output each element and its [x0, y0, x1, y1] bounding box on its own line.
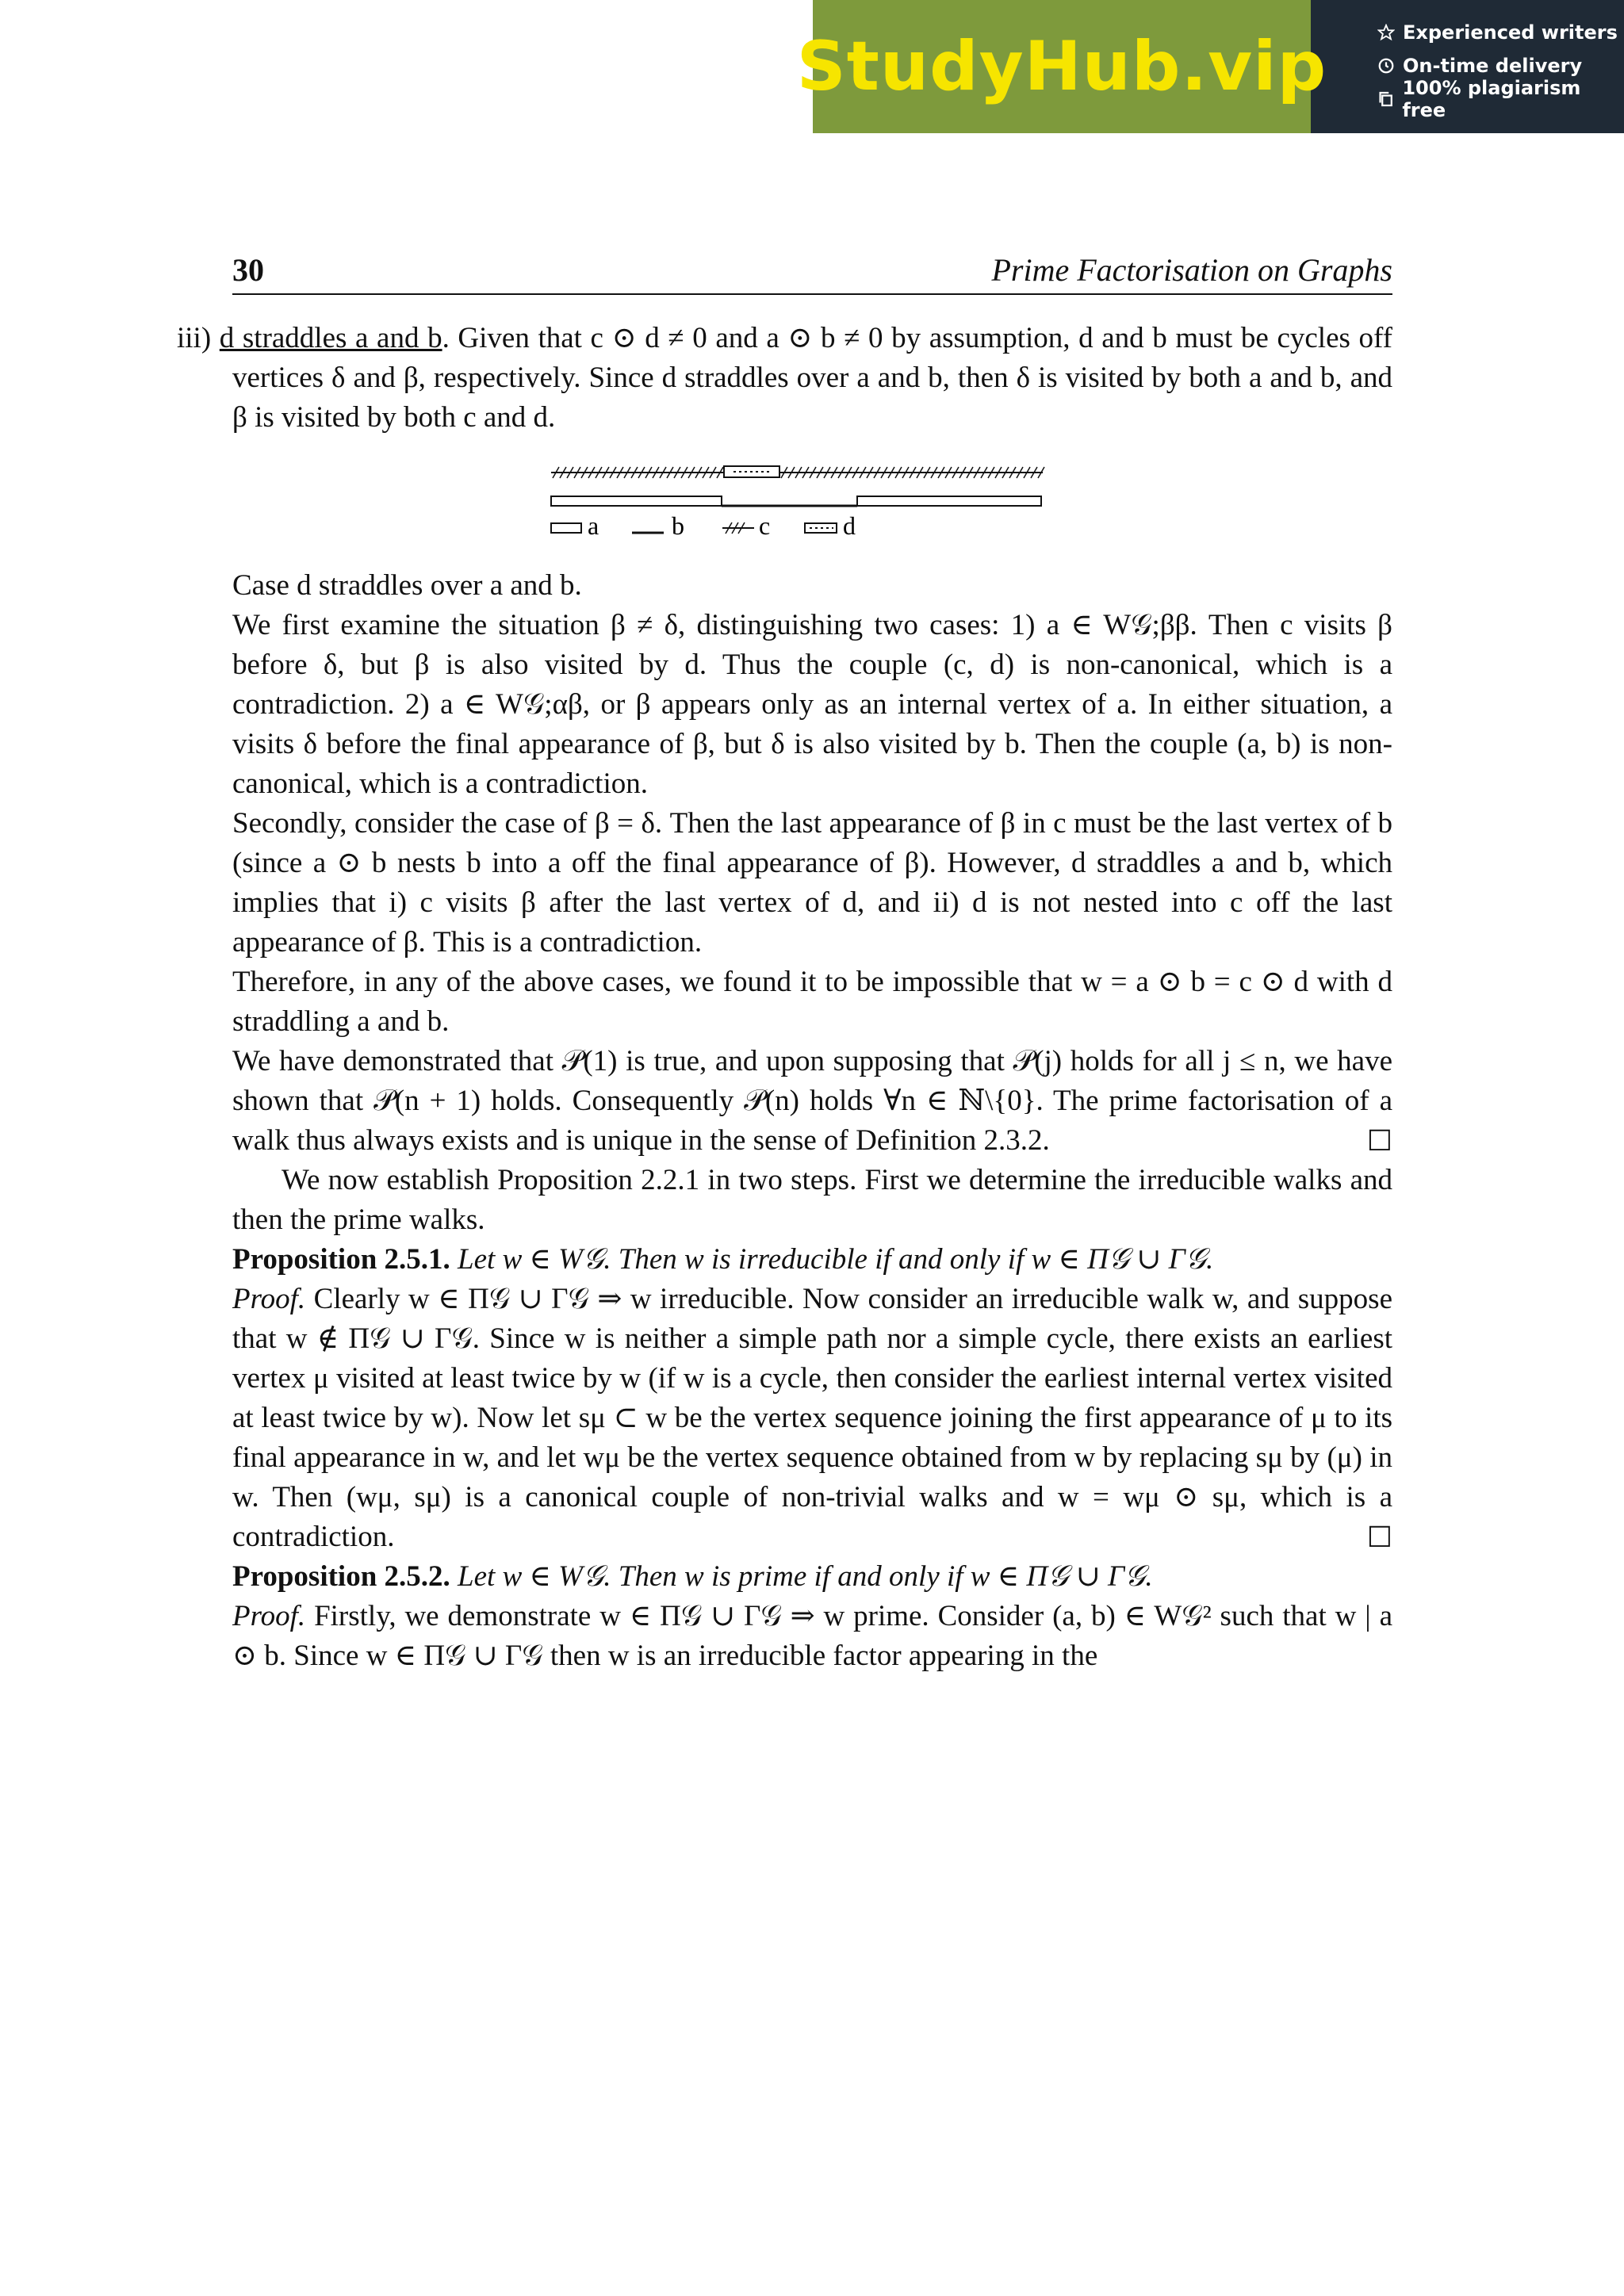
paragraph: We now establish Proposition 2.2.1 in two steps. First we determine the irreducible walks and then the prime walks. — [232, 1164, 1392, 1236]
proposition-2-5-2 — [232, 1557, 1392, 1597]
proposition-statement: Let w ∈ W𝒢. Then w is prime if and only if w ∈ Π𝒢 ∪ Γ𝒢. — [458, 1560, 1153, 1593]
figure-caption: Case d straddles over a and b. — [232, 569, 582, 602]
legend-c: c — [759, 511, 771, 536]
proof-text: Clearly w ∈ Π𝒢 ∪ Γ𝒢 ⇒ w irreducible. Now consider an irreducible walk w, and suppose that w ∉ Π𝒢 ∪ Γ𝒢. Since w is neither a simple path nor a simple cycle, there exists an earliest vertex μ visited at least twice by w (if w is a cycle, then consider the earliest internal vertex visited at least twice by w). Now let sμ ⊂ w be the vertex sequence joining the first appearance of μ to its final appearance in w, and let wμ be the vertex sequence obtained from w by replacing sμ by (μ) in w. Then (wμ, sμ) is a canonical couple of non-trivial walks and w = wμ ⊙ sμ, which is a contradiction. — [232, 1283, 1393, 1553]
paragraph-text: We have demonstrated that 𝒫(1) is true, and upon supposing that 𝒫(j) holds for all j ≤ n, we have shown that 𝒫(n + 1) holds. Consequently 𝒫(n) holds ∀n ∈ ℕ\{0}. The prime factorisation of a walk thus always exists and is unique in the sense of Definition 2.3.2. — [232, 1045, 1392, 1157]
feature-label: On-time delivery — [1403, 55, 1583, 77]
feature-item — [1377, 77, 1624, 121]
proposition-label: Proposition 2.5.1. — [232, 1243, 450, 1276]
feature-item — [1377, 16, 1624, 49]
running-header — [232, 246, 1392, 295]
walk-diagram — [550, 449, 1073, 536]
proposition-label: Proposition 2.5.2. — [232, 1560, 450, 1593]
qed-symbol: ☐ — [1366, 1521, 1392, 1553]
ad-banner[interactable] — [796, 0, 1624, 133]
proposition-2-5-1 — [232, 1240, 1392, 1280]
running-title: Prime Factorisation on Graphs — [991, 251, 1392, 288]
paragraph: Therefore, in any of the above cases, we found it to be impossible that w = a ⊙ b = c ⊙ d with d straddling a and b. — [232, 966, 1392, 1038]
logo-text: StudyHub.vip — [796, 27, 1327, 106]
walk-a-left — [551, 496, 722, 506]
legend-a: a — [588, 511, 599, 536]
paragraph: Secondly, consider the case of β = δ. Then the last appearance of β in c must be the last vertex of b (since a ⊙ b nests b into a off the final appearance of β). However, d straddles a and b, which implies that i) c visits β after the last vertex of d, and ii) d is not nested into c off the last appearance of β. This is a contradiction. — [232, 807, 1392, 959]
case-text: . Given that c ⊙ d ≠ 0 and a ⊙ b ≠ 0 by assumption, d and b must be cycles off vertices δ and β, respectively. Since d straddles over a and b, then δ is visited by both a and b, and β is visited by both c and d. — [232, 322, 1392, 434]
walk-a-right — [857, 496, 1041, 506]
proposition-statement: Let w ∈ W𝒢. Then w is irreducible if and only if w ∈ Π𝒢 ∪ Γ𝒢. — [458, 1243, 1214, 1276]
paragraph: We first examine the situation β ≠ δ, distinguishing two cases: 1) a ∈ W𝒢;ββ. Then c visits β before δ, but β is also visited by d. Thus the couple (c, d) is non-canonical, which is a contradiction. 2) a ∈ W𝒢;αβ, or β appears only as an internal vertex of a. In either situation, a visits δ before the final appearance of β, but δ is also visited by b. Then the couple (a, b) is non-canonical, which is a contradiction. — [232, 609, 1392, 800]
case-label: iii) — [177, 322, 212, 354]
legend-d: d — [843, 511, 856, 536]
straddle-figure — [232, 449, 1392, 566]
case-iii — [177, 319, 1392, 438]
copy-icon — [1377, 90, 1394, 108]
proof-text: Firstly, we demonstrate w ∈ Π𝒢 ∪ Γ𝒢 ⇒ w prime. Consider (a, b) ∈ W𝒢² such that w | a ⊙ b. Since w ∈ Π𝒢 ∪ Γ𝒢 then w is an irreducible factor appearing in the — [232, 1600, 1392, 1672]
paragraph-conclusion — [232, 1042, 1392, 1161]
studyhub-logo[interactable] — [796, 0, 1327, 133]
star-icon — [1377, 24, 1395, 41]
case-title: d straddles a and b — [219, 322, 442, 354]
page-body — [177, 319, 1393, 1676]
page-number: 30 — [232, 251, 264, 288]
legend-b: b — [672, 511, 684, 536]
clock-icon — [1377, 57, 1395, 75]
proof-label: Proof. — [232, 1283, 306, 1315]
banner-features — [1311, 0, 1624, 133]
feature-label: Experienced writers — [1403, 21, 1618, 44]
legend-a-swatch — [551, 523, 581, 533]
qed-symbol: ☐ — [1366, 1125, 1392, 1157]
proof-2-5-2 — [232, 1597, 1392, 1676]
proof-label: Proof. — [232, 1600, 306, 1632]
proof-2-5-1 — [232, 1280, 1392, 1557]
feature-label: 100% plagiarism free — [1402, 77, 1581, 121]
